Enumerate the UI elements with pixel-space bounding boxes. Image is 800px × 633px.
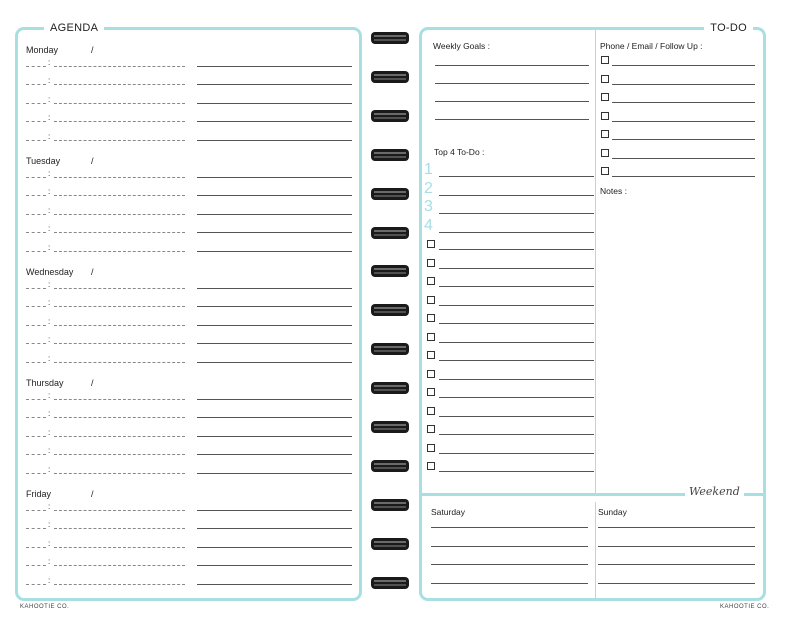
followup-line[interactable] <box>612 102 755 103</box>
entry-line[interactable] <box>54 473 185 474</box>
entry-line[interactable] <box>54 547 185 548</box>
time-line[interactable] <box>26 528 46 529</box>
time-line[interactable] <box>26 121 46 122</box>
sunday-line[interactable] <box>598 527 755 528</box>
entry-line[interactable] <box>54 140 185 141</box>
followup-line[interactable] <box>612 139 755 140</box>
entry-line[interactable] <box>54 510 185 511</box>
note-line[interactable] <box>197 510 352 511</box>
time-colon: : <box>48 94 51 104</box>
weekend-divider <box>595 502 596 598</box>
time-line[interactable] <box>26 306 46 307</box>
time-line[interactable] <box>26 436 46 437</box>
time-colon: : <box>48 131 51 141</box>
checkbox-icon[interactable] <box>601 75 609 83</box>
saturday-line[interactable] <box>431 583 588 584</box>
time-line[interactable] <box>26 399 46 400</box>
top-todo-line[interactable] <box>439 232 594 233</box>
entry-line[interactable] <box>54 251 185 252</box>
day-label-0: Monday <box>26 45 59 55</box>
note-line[interactable] <box>197 288 352 289</box>
todo-line[interactable] <box>439 416 594 417</box>
todo-line[interactable] <box>439 249 594 250</box>
agenda-title: AGENDA <box>44 20 104 36</box>
spiral-coil-icon <box>370 264 410 278</box>
todo-line[interactable] <box>439 286 594 287</box>
entry-line[interactable] <box>54 325 185 326</box>
todo-line[interactable] <box>439 434 594 435</box>
time-colon: : <box>48 224 51 234</box>
time-colon: : <box>48 298 51 308</box>
checkbox-icon[interactable] <box>427 333 435 341</box>
note-line[interactable] <box>197 84 352 85</box>
todo-number-1: 1 <box>424 161 433 178</box>
note-line[interactable] <box>197 343 352 344</box>
weekly-goals-label: Weekly Goals : <box>433 41 491 51</box>
spiral-coil-icon <box>370 187 410 201</box>
weekly-goal-line[interactable] <box>435 101 589 102</box>
note-line[interactable] <box>197 177 352 178</box>
todo-number-4: 4 <box>424 216 433 234</box>
checkbox-icon[interactable] <box>601 93 609 101</box>
followup-line[interactable] <box>612 65 755 66</box>
weekly-goal-line[interactable] <box>435 65 589 66</box>
saturday-line[interactable] <box>431 564 588 565</box>
entry-line[interactable] <box>54 195 185 196</box>
checkbox-icon[interactable] <box>427 370 435 378</box>
time-colon: : <box>48 280 51 289</box>
note-line[interactable] <box>197 547 352 548</box>
day-label-2: Wednesday <box>26 267 74 277</box>
time-line[interactable] <box>26 251 46 252</box>
followup-line[interactable] <box>612 84 755 85</box>
time-colon: : <box>48 391 51 400</box>
weekly-goal-line[interactable] <box>435 83 589 84</box>
time-line[interactable] <box>26 325 46 326</box>
entry-line[interactable] <box>54 584 185 585</box>
entry-line[interactable] <box>54 306 185 307</box>
date-slash: / <box>91 45 94 55</box>
note-line[interactable] <box>197 454 352 455</box>
top-todo-line[interactable] <box>439 195 594 196</box>
time-colon: : <box>48 242 51 252</box>
todo-line[interactable] <box>439 360 594 361</box>
entry-line[interactable] <box>54 528 185 529</box>
time-colon: : <box>48 446 51 456</box>
todo-line[interactable] <box>439 379 594 380</box>
spiral-coil-icon <box>370 303 410 317</box>
checkbox-icon[interactable] <box>601 130 609 138</box>
time-colon: : <box>48 58 51 67</box>
entry-line[interactable] <box>54 436 185 437</box>
entry-line[interactable] <box>54 362 185 363</box>
time-line[interactable] <box>26 177 46 178</box>
note-line[interactable] <box>197 362 352 363</box>
checkbox-icon[interactable] <box>427 444 435 452</box>
note-line[interactable] <box>197 140 352 141</box>
top-todo-line[interactable] <box>439 213 594 214</box>
entry-line[interactable] <box>54 177 185 178</box>
entry-line[interactable] <box>54 232 185 233</box>
checkbox-icon[interactable] <box>427 462 435 470</box>
spiral-coil-icon <box>370 109 410 123</box>
checkbox-icon[interactable] <box>427 351 435 359</box>
time-colon: : <box>48 575 51 585</box>
checkbox-icon[interactable] <box>427 259 435 267</box>
spiral-coil-icon <box>370 70 410 84</box>
note-line[interactable] <box>197 232 352 233</box>
time-line[interactable] <box>26 473 46 474</box>
notes-label: Notes : <box>600 186 627 196</box>
time-line[interactable] <box>26 195 46 196</box>
time-colon: : <box>48 76 51 86</box>
time-colon: : <box>48 169 51 178</box>
time-colon: : <box>48 335 51 345</box>
sunday-line[interactable] <box>598 546 755 547</box>
entry-line[interactable] <box>54 214 185 215</box>
spiral-coil-icon <box>370 381 410 395</box>
time-line[interactable] <box>26 417 46 418</box>
checkbox-icon[interactable] <box>427 314 435 322</box>
time-colon: : <box>48 557 51 567</box>
entry-line[interactable] <box>54 565 185 566</box>
checkbox-icon[interactable] <box>427 296 435 304</box>
todo-line[interactable] <box>439 305 594 306</box>
sunday-label: Sunday <box>598 507 627 517</box>
saturday-line[interactable] <box>431 527 588 528</box>
todo-line[interactable] <box>439 397 594 398</box>
time-colon: : <box>48 520 51 530</box>
entry-line[interactable] <box>54 417 185 418</box>
day-label-1: Tuesday <box>26 156 61 166</box>
time-line[interactable] <box>26 510 46 511</box>
brand-footer-right: KAHOOTIE CO. <box>720 604 770 610</box>
date-slash: / <box>91 156 94 166</box>
note-line[interactable] <box>197 214 352 215</box>
note-line[interactable] <box>197 121 352 122</box>
todo-line[interactable] <box>439 268 594 269</box>
followup-line[interactable] <box>612 176 755 177</box>
followup-line[interactable] <box>612 158 755 159</box>
entry-line[interactable] <box>54 103 185 104</box>
time-line[interactable] <box>26 140 46 141</box>
brand-footer-left: KAHOOTIE CO. <box>20 604 70 610</box>
checkbox-icon[interactable] <box>601 112 609 120</box>
phone-email-label: Phone / Email / Follow Up : <box>600 41 703 51</box>
time-colon: : <box>48 538 51 548</box>
date-slash: / <box>91 267 94 277</box>
note-line[interactable] <box>197 584 352 585</box>
sunday-line[interactable] <box>598 564 755 565</box>
time-colon: : <box>48 427 51 437</box>
note-line[interactable] <box>197 565 352 566</box>
saturday-line[interactable] <box>431 546 588 547</box>
checkbox-icon[interactable] <box>601 149 609 157</box>
spiral-coil-icon <box>370 148 410 162</box>
note-line[interactable] <box>197 251 352 252</box>
note-line[interactable] <box>197 473 352 474</box>
todo-panel <box>419 22 766 601</box>
time-line[interactable] <box>26 584 46 585</box>
followup-line[interactable] <box>612 121 755 122</box>
time-line[interactable] <box>26 103 46 104</box>
time-line[interactable] <box>26 66 46 67</box>
weekly-goal-line[interactable] <box>435 119 589 120</box>
todo-line[interactable] <box>439 453 594 454</box>
spiral-coil-icon <box>370 420 410 434</box>
todo-line[interactable] <box>439 323 594 324</box>
todo-number-3: 3 <box>424 198 433 215</box>
checkbox-icon[interactable] <box>601 167 609 175</box>
note-line[interactable] <box>197 399 352 400</box>
time-colon: : <box>48 502 51 511</box>
entry-line[interactable] <box>54 84 185 85</box>
checkbox-icon[interactable] <box>427 240 435 248</box>
time-line[interactable] <box>26 288 46 289</box>
entry-line[interactable] <box>54 288 185 289</box>
time-line[interactable] <box>26 454 46 455</box>
checkbox-icon[interactable] <box>601 56 609 64</box>
spiral-coil-icon <box>370 226 410 240</box>
time-colon: : <box>48 409 51 419</box>
todo-line[interactable] <box>439 471 594 472</box>
entry-line[interactable] <box>54 121 185 122</box>
saturday-label: Saturday <box>431 507 466 517</box>
time-line[interactable] <box>26 214 46 215</box>
todo-line[interactable] <box>439 342 594 343</box>
note-line[interactable] <box>197 325 352 326</box>
time-line[interactable] <box>26 547 46 548</box>
time-colon: : <box>48 205 51 215</box>
todo-title: TO-DO <box>704 20 753 36</box>
sunday-line[interactable] <box>598 583 755 584</box>
entry-line[interactable] <box>54 66 185 67</box>
checkbox-icon[interactable] <box>427 388 435 396</box>
entry-line[interactable] <box>54 343 185 344</box>
spiral-coil-icon <box>370 576 410 590</box>
spiral-coil-icon <box>370 498 410 512</box>
note-line[interactable] <box>197 528 352 529</box>
note-line[interactable] <box>197 306 352 307</box>
time-line[interactable] <box>26 343 46 344</box>
agenda-panel <box>15 22 362 601</box>
spiral-coil-icon <box>370 459 410 473</box>
time-colon: : <box>48 187 51 197</box>
entry-line[interactable] <box>54 454 185 455</box>
note-line[interactable] <box>197 103 352 104</box>
time-line[interactable] <box>26 565 46 566</box>
day-label-4: Friday <box>26 489 52 499</box>
time-colon: : <box>48 353 51 363</box>
spiral-coil-icon <box>370 31 410 45</box>
weekend-label: Weekend <box>685 485 744 498</box>
todo-number-2: 2 <box>424 179 433 197</box>
time-line[interactable] <box>26 362 46 363</box>
spiral-coil-icon <box>370 537 410 551</box>
column-divider <box>595 30 596 494</box>
entry-line[interactable] <box>54 399 185 400</box>
checkbox-icon[interactable] <box>427 277 435 285</box>
spiral-coil-icon <box>370 342 410 356</box>
note-line[interactable] <box>197 417 352 418</box>
time-line[interactable] <box>26 84 46 85</box>
top4-label: Top 4 To-Do : <box>434 147 485 157</box>
checkbox-icon[interactable] <box>427 407 435 415</box>
time-colon: : <box>48 113 51 123</box>
date-slash: / <box>91 378 94 388</box>
top-todo-line[interactable] <box>439 176 594 177</box>
note-line[interactable] <box>197 436 352 437</box>
date-slash: / <box>91 489 94 499</box>
checkbox-icon[interactable] <box>427 425 435 433</box>
note-line[interactable] <box>197 195 352 196</box>
note-line[interactable] <box>197 66 352 67</box>
time-line[interactable] <box>26 232 46 233</box>
day-label-3: Thursday <box>26 378 64 388</box>
time-colon: : <box>48 464 51 474</box>
time-colon: : <box>48 316 51 326</box>
